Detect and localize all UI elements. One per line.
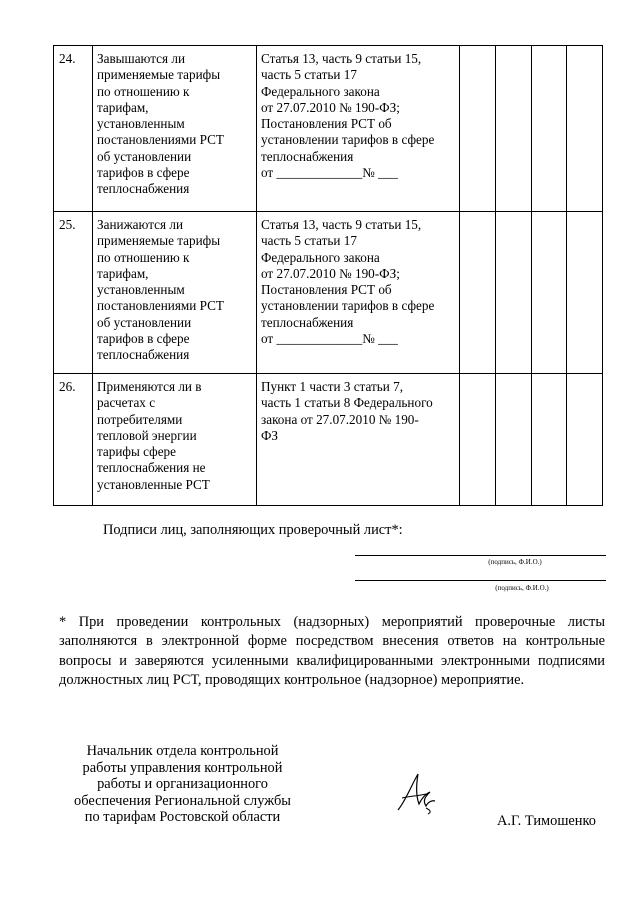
question-text-line: установленным — [97, 282, 185, 298]
legal-reference-line: ФЗ — [261, 427, 279, 443]
chief-position — [55, 743, 310, 826]
legal-reference-line: Статья 13, часть 9 статьи 15, — [261, 51, 422, 66]
question-text-line: теплоснабжения — [97, 181, 190, 197]
legal-reference-line: теплоснабжения — [261, 314, 354, 330]
question-text-line: теплоснабжения — [97, 347, 190, 363]
question-text-line: тарифам, — [97, 265, 149, 281]
question-text-line: Завышаются ли — [97, 51, 186, 66]
legal-reference-cell — [257, 374, 460, 506]
row-number: 26. — [54, 374, 93, 506]
chief-name: А.Г. Тимошенко — [497, 813, 596, 829]
chief-position-line: работы управления контрольной — [82, 759, 283, 776]
chief-position-line: обеспечения Региональной службы — [74, 792, 291, 809]
question-text-line: об установлении — [97, 314, 192, 330]
question-cell — [93, 46, 257, 212]
question-text-line: теплоснабжения не — [97, 460, 206, 476]
legal-reference-line: установлении тарифов в сфере — [261, 298, 435, 314]
legal-reference-line: Статья 13, часть 9 статьи 15, — [261, 217, 422, 232]
legal-reference-cell — [257, 212, 460, 374]
legal-reference-line: от 27.07.2010 № 190-ФЗ; — [261, 99, 400, 115]
legal-reference-line: теплоснабжения — [261, 148, 354, 164]
question-text-line: Применяются ли в — [97, 379, 202, 394]
legal-reference-line: Пункт 1 части 3 статьи 7, — [261, 379, 404, 394]
answer-no-cell[interactable] — [496, 212, 532, 374]
question-text-line: расчетах с — [97, 395, 156, 411]
legal-reference-line: Постановления РСТ об — [261, 116, 392, 132]
answer-na-cell[interactable] — [532, 46, 567, 212]
legal-reference-line: часть 1 статьи 8 Федерального — [261, 395, 433, 411]
question-text-line: применяемые тарифы — [97, 67, 221, 83]
question-text-line: тепловой энергии — [97, 427, 197, 443]
legal-reference-line: от 27.07.2010 № 190-ФЗ; — [261, 265, 400, 281]
signature-line-2[interactable] — [355, 580, 606, 581]
legal-reference-line: установлении тарифов в сфере — [261, 132, 435, 148]
legal-reference-line: часть 5 статьи 17 — [261, 233, 357, 249]
question-text-line: установленные РСТ — [97, 476, 210, 492]
legal-reference-line: закона от 27.07.2010 № 190- — [261, 411, 419, 427]
table-row — [54, 374, 603, 506]
legal-reference-line: от _____________№ ___ — [261, 165, 398, 181]
signers-title: Подписи лиц, заполняющих проверочный лист*: — [103, 522, 403, 538]
answer-note-cell[interactable] — [567, 374, 603, 506]
answer-note-cell[interactable] — [567, 212, 603, 374]
legal-reference-line: Постановления РСТ об — [261, 282, 392, 298]
question-text-line: тарифы сфере — [97, 444, 176, 460]
legal-reference-line: Федерального закона — [261, 249, 380, 265]
signature-caption-2: (подпись, Ф.И.О.) — [495, 584, 549, 592]
question-cell — [93, 374, 257, 506]
question-text-line: Занижаются ли — [97, 217, 183, 232]
question-cell — [93, 212, 257, 374]
handwritten-signature — [392, 770, 438, 816]
chief-position-line: Начальник отдела контрольной — [86, 743, 279, 759]
table-row — [54, 46, 603, 212]
table-row — [54, 212, 603, 374]
legal-reference-cell — [257, 46, 460, 212]
question-text-line: применяемые тарифы — [97, 233, 221, 249]
answer-yes-cell[interactable] — [460, 46, 496, 212]
question-text-line: постановлениями РСТ — [97, 132, 224, 148]
question-text-line: установленным — [97, 116, 185, 132]
chief-position-line: работы и организационного — [97, 776, 268, 793]
answer-yes-cell[interactable] — [460, 374, 496, 506]
question-text-line: тарифов в сфере — [97, 331, 190, 347]
question-text-line: об установлении — [97, 148, 192, 164]
answer-yes-cell[interactable] — [460, 212, 496, 374]
checklist-table — [53, 45, 603, 506]
legal-reference-line: Федерального закона — [261, 83, 380, 99]
signature-caption-1: (подпись, Ф.И.О.) — [488, 558, 542, 566]
question-text-line: по отношению к — [97, 249, 190, 265]
answer-no-cell[interactable] — [496, 374, 532, 506]
legal-reference-line: часть 5 статьи 17 — [261, 67, 357, 83]
chief-position-line: по тарифам Ростовской области — [84, 809, 281, 826]
question-text-line: тарифов в сфере — [97, 165, 190, 181]
answer-note-cell[interactable] — [567, 46, 603, 212]
question-text-line: постановлениями РСТ — [97, 298, 224, 314]
answer-na-cell[interactable] — [532, 374, 567, 506]
answer-no-cell[interactable] — [496, 46, 532, 212]
question-text-line: тарифам, — [97, 99, 149, 115]
footnote: * При проведении контрольных (надзорных) мероприятий проверочные листы заполняются в электронной форме посредством внесения ответов на контрольные вопросы и заверяются усиленными квалифицированными электронными подписями должностных лиц РСТ, проводящих контрольное (надзорное) мероприятие. — [59, 614, 605, 689]
answer-na-cell[interactable] — [532, 212, 567, 374]
signature-line-1[interactable] — [355, 555, 606, 556]
row-number: 25. — [54, 212, 93, 374]
question-text-line: по отношению к — [97, 83, 190, 99]
legal-reference-line: от _____________№ ___ — [261, 331, 398, 347]
question-text-line: потребителями — [97, 411, 183, 427]
row-number: 24. — [54, 46, 93, 212]
